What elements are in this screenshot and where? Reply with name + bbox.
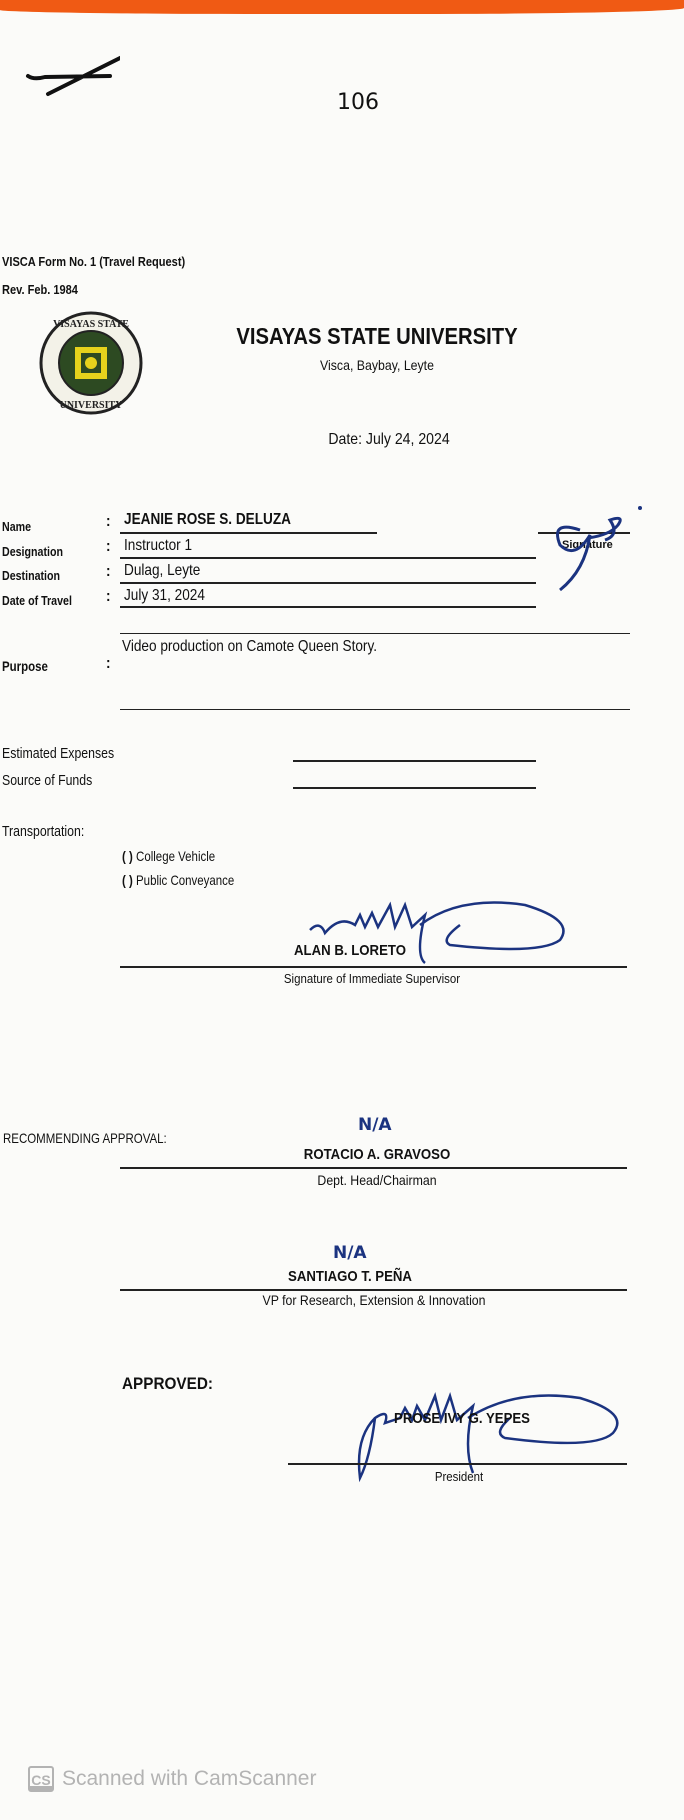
vp-title: VP for Research, Extension & Innovation (262, 1292, 486, 1308)
designation-label: Designation (2, 544, 64, 559)
applicant-signature (530, 490, 650, 600)
supervisor-title: Signature of Immediate Supervisor (283, 971, 461, 986)
date-of-travel-value: July 31, 2024 (124, 587, 205, 604)
form-revision: Rev. Feb. 1984 (2, 282, 78, 297)
university-title: VISAYAS STATE UNIVERSITY (236, 323, 518, 349)
colon: : (106, 538, 111, 555)
destination-underline (120, 582, 536, 584)
president-title: President (434, 1469, 484, 1484)
estimated-expenses-line (293, 760, 536, 762)
destination-label: Destination (2, 568, 61, 583)
transportation-label: Transportation: (2, 823, 85, 840)
option-label: Public Conveyance (136, 872, 235, 888)
estimated-expenses-label: Estimated Expenses (2, 745, 115, 762)
public-conveyance-option[interactable] (122, 872, 234, 888)
supervisor-signature (300, 885, 580, 975)
supervisor-signature-line (120, 966, 627, 968)
svg-text:UNIVERSITY: UNIVERSITY (59, 400, 123, 411)
check-mark-icon (20, 50, 120, 105)
purpose-bottom-line (120, 709, 630, 710)
president-signature (355, 1378, 635, 1488)
handwritten-page-number: 106 (337, 90, 379, 115)
camscanner-watermark (28, 1766, 316, 1792)
college-vehicle-option[interactable] (122, 848, 215, 864)
vp-name: SANTIAGO T. PEÑA (288, 1268, 412, 1285)
purpose-value: Video production on Camote Queen Story. (122, 638, 378, 655)
handwritten-na: N/A (358, 1115, 392, 1135)
handwritten-na: N/A (333, 1243, 367, 1263)
purpose-top-line (120, 633, 630, 634)
checkbox-mark[interactable]: ( ) (122, 848, 133, 864)
request-date: Date: July 24, 2024 (328, 431, 450, 448)
date-of-travel-label: Date of Travel (2, 593, 72, 608)
name-underline (120, 532, 377, 534)
camscanner-text: Scanned with CamScanner (62, 1767, 317, 1790)
signature-label: Signature (562, 539, 613, 551)
form-number: VISCA Form No. 1 (Travel Request) (2, 254, 186, 269)
dept-head-signature-line (120, 1167, 627, 1169)
recommending-approval-label: RECOMMENDING APPROVAL: (3, 1130, 167, 1146)
dept-head-title: Dept. Head/Chairman (317, 1172, 437, 1188)
designation-value: Instructor 1 (124, 537, 193, 554)
university-address: Visca, Baybay, Leyte (320, 357, 434, 373)
checkbox-mark[interactable]: ( ) (122, 872, 133, 888)
purpose-label: Purpose (2, 658, 48, 674)
name-label: Name (2, 519, 32, 534)
option-label: College Vehicle (136, 848, 216, 864)
top-banner-strip (0, 0, 684, 14)
camscanner-logo: CS (28, 1766, 54, 1792)
university-seal-logo (38, 310, 144, 416)
designation-underline (120, 557, 536, 559)
approved-label: APPROVED: (122, 1374, 213, 1393)
colon: : (106, 513, 111, 530)
colon: : (106, 655, 111, 672)
vp-signature-line (120, 1289, 627, 1291)
president-signature-line (288, 1463, 627, 1465)
colon: : (106, 563, 111, 580)
source-of-funds-line (293, 787, 536, 789)
date-of-travel-underline (120, 606, 536, 608)
name-value: JEANIE ROSE S. DELUZA (124, 511, 292, 528)
dept-head-name: ROTACIO A. GRAVOSO (303, 1146, 451, 1163)
supervisor-name: ALAN B. LORETO (294, 942, 406, 959)
president-name: PROSE IVY G. YEPES (394, 1410, 530, 1427)
destination-value: Dulag, Leyte (124, 562, 201, 579)
svg-text:VISAYAS STATE: VISAYAS STATE (53, 319, 129, 330)
source-of-funds-label: Source of Funds (2, 772, 93, 789)
colon: : (106, 588, 111, 605)
